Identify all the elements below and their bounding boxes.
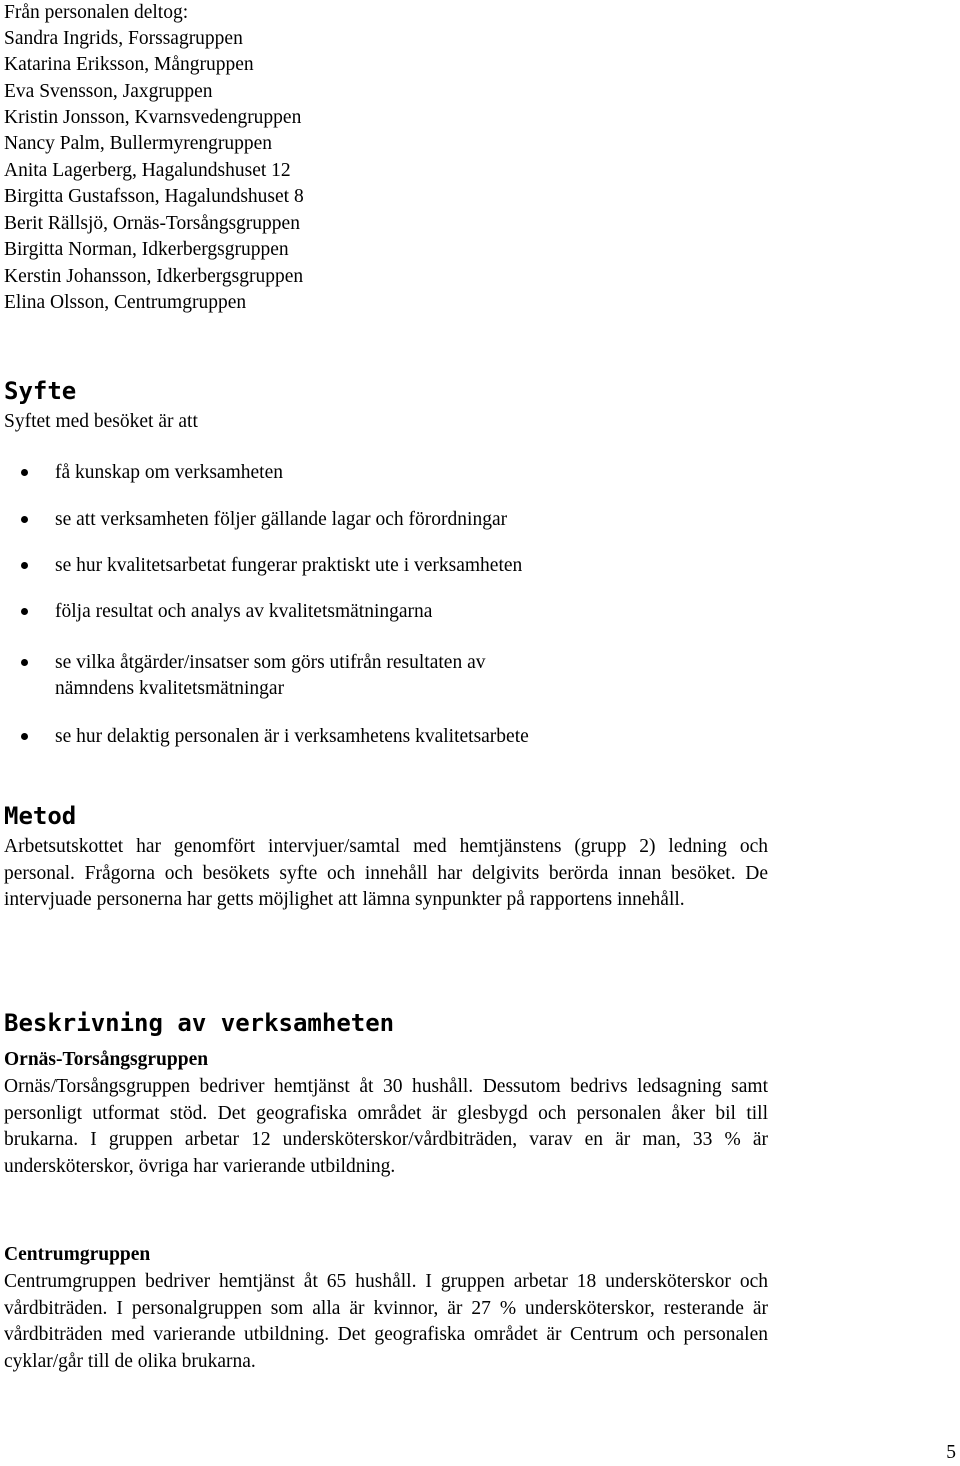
participant-item: Kerstin Johansson, Idkerbergsgruppen (4, 266, 304, 287)
participant-item: Nancy Palm, Bullermyrengruppen (4, 133, 273, 154)
bullet-text: få kunskap om verksamheten (55, 462, 283, 483)
bullet-text: se att verksamheten följer gällande lagar och förordningar (55, 509, 508, 530)
bullet-text: följa resultat och analys av kvalitetsmätningarna (55, 601, 433, 622)
group-paragraph-ornas: Ornäs/Torsångsgruppen bedriver hemtjänst åt 30 hushåll. Dessutom bedrivs ledsagning samt personligt utformat stöd. Det geografiska området är glesbygd och personalen åker bil till brukarna. I gruppen arbetar 12 undersköterskor/vårdbiträden, varav en är man, 33 % är undersköterskor, övriga har varierande utbildning. (4, 1076, 768, 1177)
syfte-intro: Syftet med besöket är att (4, 411, 198, 432)
bullet-text: nämndens kvalitetsmätningar (55, 678, 285, 699)
participant-item: Berit Rällsjö, Ornäs-Torsångsgruppen (4, 213, 300, 234)
group-name-centrum: Centrumgruppen (4, 1244, 151, 1265)
bullet-icon (21, 733, 28, 740)
participant-item: Sandra Ingrids, Forssagruppen (4, 28, 243, 49)
beskrivning-heading: Beskrivning av verksamheten (4, 1009, 395, 1037)
group-paragraph-centrum: Centrumgruppen bedriver hemtjänst åt 65 hushåll. I gruppen arbetar 18 undersköterskor och vårdbiträden. I personalgruppen som alla är kvinnor, är 27 % undersköterskor, resterande är vårdbiträden med varierande utbildning. Det geografiska området är Centrum och personalen cyklar/går till de olika brukarna. (4, 1271, 768, 1372)
bullet-text: se hur delaktig personalen är i verksamhetens kvalitetsarbete (55, 726, 529, 747)
bullet-text: se vilka åtgärder/insatser som görs utifrån resultaten av (55, 652, 486, 673)
metod-paragraph: Arbetsutskottet har genomfört intervjuer/samtal med hemtjänstens (grupp 2) ledning och personal. Frågorna och besökets syfte och innehåll har delgivits berörda innan besöket. De intervjuade personerna har getts möjlighet att lämna synpunkter på rapportens innehåll. (4, 836, 768, 911)
bullet-icon (21, 562, 28, 569)
bullet-text: se hur kvalitetsarbetat fungerar praktiskt ute i verksamheten (55, 555, 523, 576)
page-number: 5 (946, 1442, 956, 1463)
participant-item: Kristin Jonsson, Kvarnsvedengruppen (4, 107, 302, 128)
participant-item: Eva Svensson, Jaxgruppen (4, 81, 213, 102)
participant-item: Birgitta Norman, Idkerbergsgruppen (4, 239, 289, 260)
bullet-icon (21, 608, 28, 615)
bullet-icon (21, 516, 28, 523)
bullet-icon (21, 469, 28, 476)
participant-item: Anita Lagerberg, Hagalundshuset 12 (4, 160, 291, 181)
bullet-icon (21, 659, 28, 666)
metod-heading: Metod (4, 802, 77, 830)
group-name-ornas: Ornäs-Torsångsgruppen (4, 1049, 209, 1070)
participant-item: Birgitta Gustafsson, Hagalundshuset 8 (4, 186, 304, 207)
syfte-heading: Syfte (4, 377, 77, 405)
participant-item: Elina Olsson, Centrumgruppen (4, 292, 247, 313)
participant-item: Katarina Eriksson, Mångruppen (4, 54, 254, 75)
participants-heading: Från personalen deltog: (4, 2, 189, 23)
